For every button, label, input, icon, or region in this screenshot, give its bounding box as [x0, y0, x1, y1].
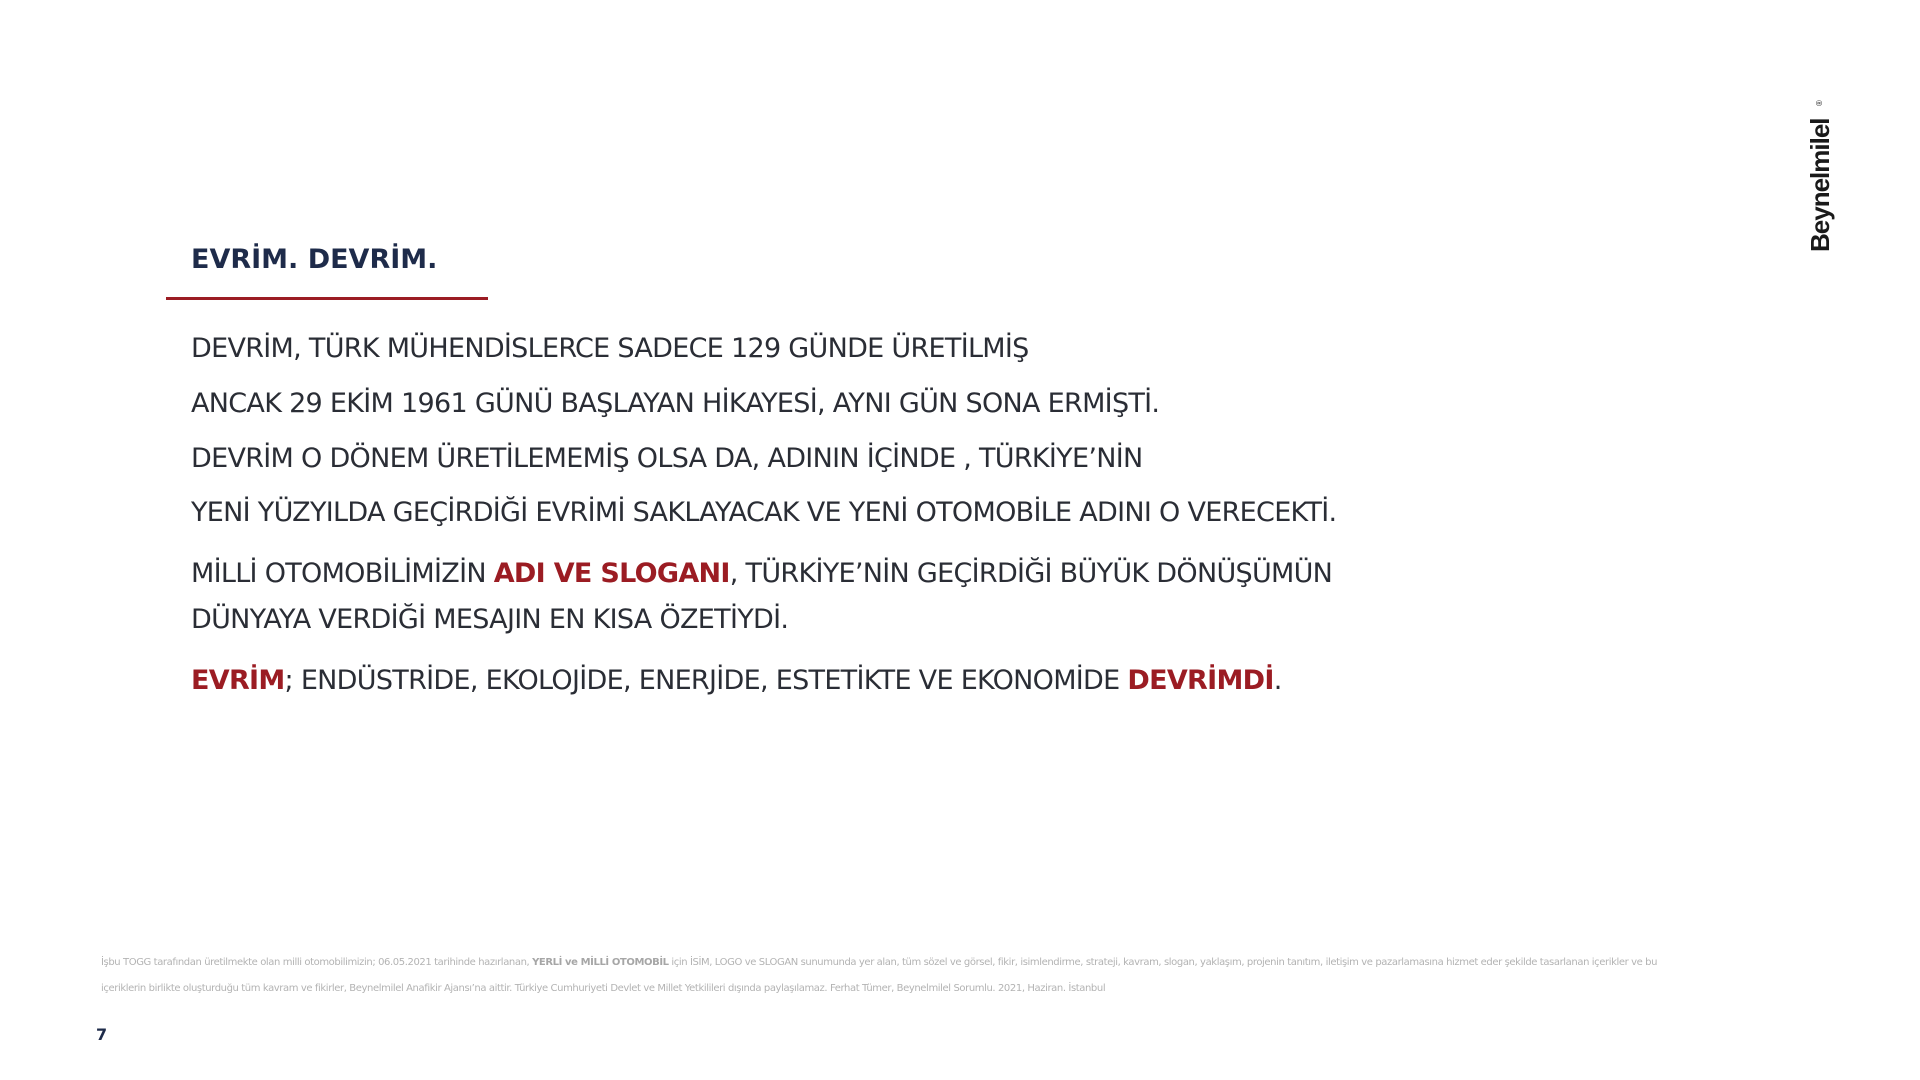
line7-text-end: . [1273, 665, 1282, 696]
body-line-4: YENİ YÜZYILDA GEÇİRDİĞİ EVRİMİ SAKLAYACAK VE YENİ OTOMOBİLE ADINI O VERECEKTİ. [191, 497, 1337, 528]
body-line-5 [191, 558, 1332, 589]
line5-highlight: ADI VE SLOGANI [493, 558, 730, 589]
line7-highlight-evrim: EVRİM [191, 665, 285, 696]
disclaimer-line-2: içeriklerin birlikte oluşturduğu tüm kavram ve fikirler, Beynelmilel Anafikir Ajansı’na aittir. Türkiye Cumhuriyeti Devlet ve Millet Yetkilileri dışında paylaşılamaz. Ferhat Tümer, Beynelmilel Sorumlu. 2021, Haziran. İstanbul [101, 983, 1106, 994]
body-line-7 [191, 665, 1282, 696]
disclaimer-1b: YERLİ ve MİLLİ OTOMOBİL [532, 957, 669, 968]
line7-highlight-devrimdi: DEVRİMDİ [1127, 665, 1274, 696]
body-line-3: DEVRİM O DÖNEM ÜRETİLEMEMİŞ OLSA DA, ADININ İÇİNDE , TÜRKİYE’NİN [191, 443, 1143, 474]
body-line-1: DEVRİM, TÜRK MÜHENDİSLERCE SADECE 129 GÜNDE ÜRETİLMİŞ [191, 333, 1029, 364]
logo-text: Beynelmilel [1805, 118, 1835, 252]
disclaimer-line-1 [101, 957, 1657, 968]
body-line-6: DÜNYAYA VERDİĞİ MESAJIN EN KISA ÖZETİYDİ. [191, 604, 789, 635]
title-underline [166, 297, 488, 300]
line5-text-after: , TÜRKİYE’NİN GEÇİRDİĞİ BÜYÜK DÖNÜŞÜMÜN [729, 558, 1333, 589]
section-title: EVRİM. DEVRİM. [191, 244, 438, 275]
disclaimer-1c: için İSİM, LOGO ve SLOGAN sunumunda yer alan, tüm sözel ve görsel, fikir, isimlendirme, strateji, kavram, slogan, yaklaşım, projenin tanıtım, iletişim ve pazarlamasına hizmet eder şekilde tasarlanan içerikler ve bu [668, 957, 1658, 968]
body-line-2: ANCAK 29 EKİM 1961 GÜNÜ BAŞLAYAN HİKAYESİ, AYNI GÜN SONA ERMİŞTİ. [191, 388, 1160, 419]
registered-mark: ® [1815, 100, 1824, 106]
page-number: 7 [96, 1025, 108, 1044]
line7-text-middle: ; ENDÜSTRİDE, EKOLOJİDE, ENERJİDE, ESTETİKTE VE EKONOMİDE [284, 665, 1128, 696]
beynelmilel-logo [1786, 100, 1878, 260]
disclaimer-1a: İşbu TOGG tarafından üretilmekte olan milli otomobilimizin; 06.05.2021 tarihinde hazırlanan, [101, 957, 533, 968]
line5-text-before: MİLLİ OTOMOBİLİMİZİN [191, 558, 494, 589]
